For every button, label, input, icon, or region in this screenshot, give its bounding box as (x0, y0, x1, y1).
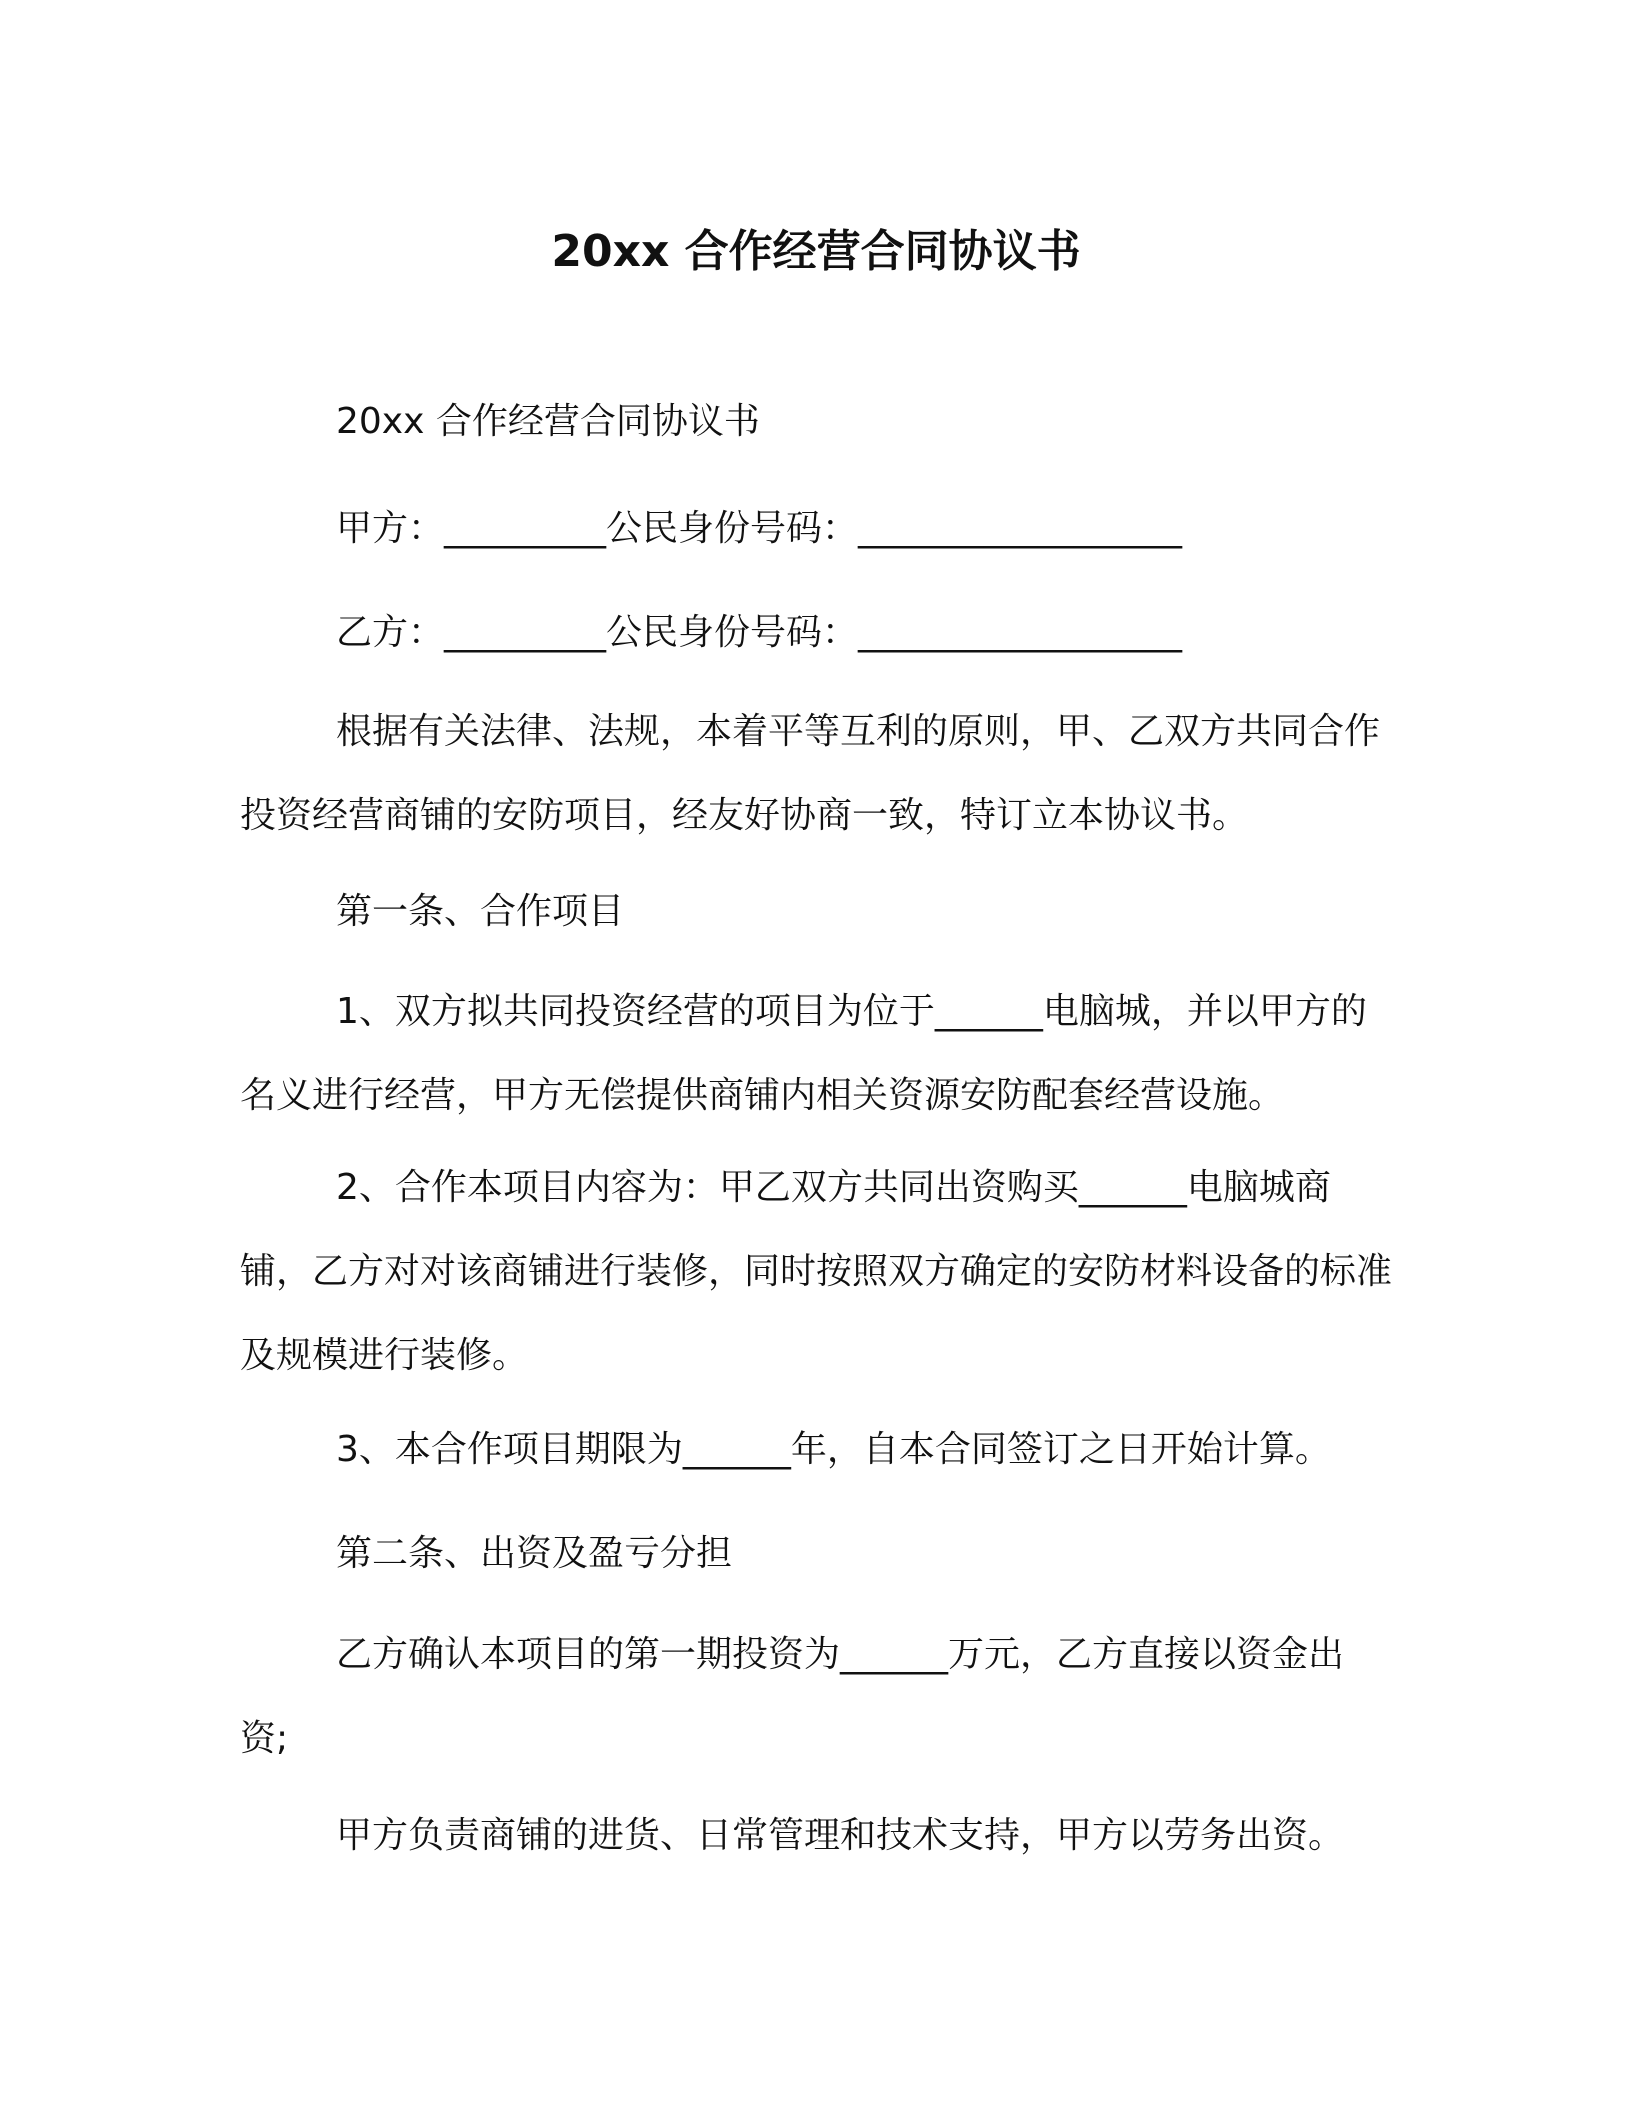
party-a-line: 甲方：_________公民身份号码：__________________ (336, 508, 1183, 549)
article-2-paragraph-1: 乙方确认本项目的第一期投资为______万元，乙方直接以资金出资; (240, 1634, 1345, 1759)
article-1-item-3: 3、本合作项目期限为______年，自本合同签订之日开始计算。 (336, 1429, 1331, 1470)
article-1-item-2: 2、合作本项目内容为：甲乙双方共同出资购买______电脑城商铺，乙方对对该商铺进行装修，同时按照双方确定的安防材料设备的标准及规模进行装修。 (240, 1167, 1393, 1376)
party-b-line: 乙方：_________公民身份号码：__________________ (336, 612, 1183, 653)
article-2-paragraph-2: 甲方负责商铺的进货、日常管理和技术支持，甲方以劳务出资。 (336, 1815, 1345, 1856)
article-2-heading: 第二条、出资及盈亏分担 (336, 1533, 733, 1574)
preamble-paragraph: 根据有关法律、法规，本着平等互利的原则，甲、乙双方共同合作投资经营商铺的安防项目，经友好协商一致，特订立本协议书。 (240, 711, 1381, 836)
article-1-item-1: 1、双方拟共同投资经营的项目为位于______电脑城，并以甲方的名义进行经营，甲方无偿提供商铺内相关资源安防配套经营设施。 (240, 991, 1367, 1116)
document-subtitle: 20xx 合作经营合同协议书 (336, 401, 760, 442)
article-1-heading: 第一条、合作项目 (336, 891, 625, 932)
document-title: 20xx 合作经营合同协议书 (551, 226, 1081, 277)
